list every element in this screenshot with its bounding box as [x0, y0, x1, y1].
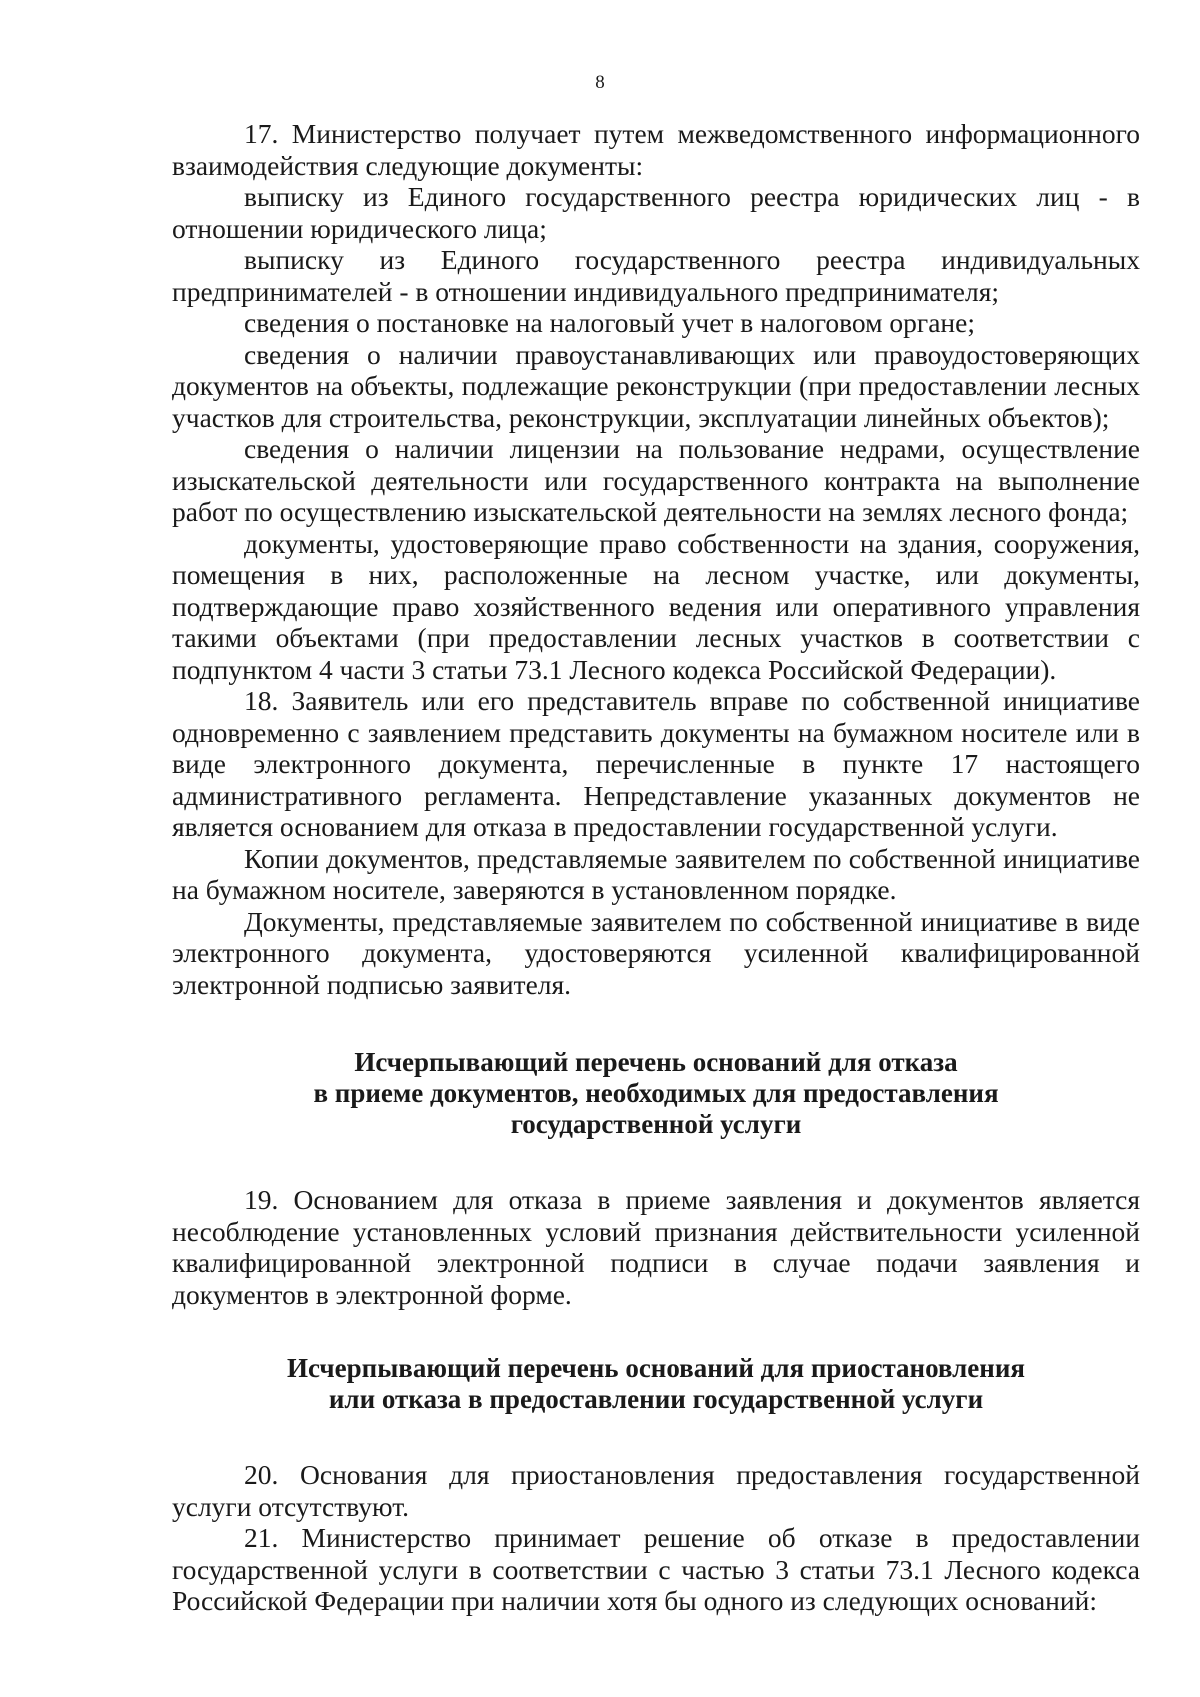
- paragraph-17-item-tax: сведения о постановке на налоговый учет в налоговом органе;: [244, 307, 975, 338]
- paragraph-17-intro: 17. Министерство получает путем межведомственного информационного взаимодействия следующие документы:: [172, 118, 1140, 181]
- section-heading-refusal-acceptance: [172, 1047, 1140, 1140]
- paragraph-18: 18. Заявитель или его представитель вправе по собственной инициативе одновременно с заявлением представить документы на бумажном носителе или в виде электронного документа, перечисленные в пункте 17 настоящего административного регламента. Непредставление указанных документов не является основанием для отказа в предоставлении государственной услуги.: [172, 685, 1140, 842]
- paragraph-18-electronic: Документы, представляемые заявителем по собственной инициативе в виде электронного документа, удостоверяются усиленной квалифицированной электронной подписью заявителя.: [172, 905, 1140, 1000]
- heading-line: или отказа в предоставлении государственной услуги: [328, 1384, 984, 1414]
- document-body: [172, 118, 1140, 1617]
- heading-line: в приеме документов, необходимых для предоставления: [313, 1078, 999, 1108]
- section-heading-suspension-refusal: [172, 1353, 1140, 1415]
- heading-line: Исчерпывающий перечень оснований для отказа: [354, 1047, 958, 1077]
- heading-line: государственной услуги: [510, 1109, 802, 1139]
- heading-line: Исчерпывающий перечень оснований для приостановления: [286, 1353, 1026, 1383]
- paragraph-17-item-title-documents: сведения о наличии правоустанавливающих или правоудостоверяющих документов на объекты, подлежащие реконструкции (при предоставлении лесных участков для строительства, реконструкции, эксплуатации линейных объектов);: [172, 338, 1140, 433]
- paragraph-17-item-legal-entity: выписку из Единого государственного реестра юридических лиц - в отношении юридического лица;: [172, 181, 1140, 244]
- paragraph-17-item-license: сведения о наличии лицензии на пользование недрами, осуществление изыскательской деятельности или государственного контракта на выполнение работ по осуществлению изыскательской деятельности на землях лесного фонда;: [172, 433, 1140, 527]
- paragraph-18-copies: Копии документов, представляемые заявителем по собственной инициативе на бумажном носителе, заверяются в установленном порядке.: [172, 842, 1140, 905]
- paragraph-17-item-entrepreneur: выписку из Единого государственного реестра индивидуальных предпринимателей - в отношении индивидуального предпринимателя;: [172, 244, 1140, 307]
- paragraph-17-item-ownership: документы, удостоверяющие право собственности на здания, сооружения, помещения в них, расположенные на лесном участке, или документы, подтверждающие право хозяйственного ведения или оперативного управления такими объектами (при предоставлении лесных участков в соответствии с подпунктом 4 части 3 статьи 73.1 Лесного кодекса Российской Федерации).: [172, 527, 1140, 685]
- page-number: 8: [595, 72, 605, 93]
- paragraph-19: 19. Основанием для отказа в приеме заявления и документов является несоблюдение установленных условий признания действительности усиленной квалифицированной электронной подписи в случае подачи заявления и документов в электронной форме.: [172, 1184, 1140, 1310]
- paragraph-20: 20. Основания для приостановления предоставления государственной услуги отсутствуют.: [172, 1459, 1140, 1522]
- paragraph-21: 21. Министерство принимает решение об отказе в предоставлении государственной услуги в соответствии с частью 3 статьи 73.1 Лесного кодекса Российской Федерации при наличии хотя бы одного из следующих оснований:: [172, 1522, 1140, 1616]
